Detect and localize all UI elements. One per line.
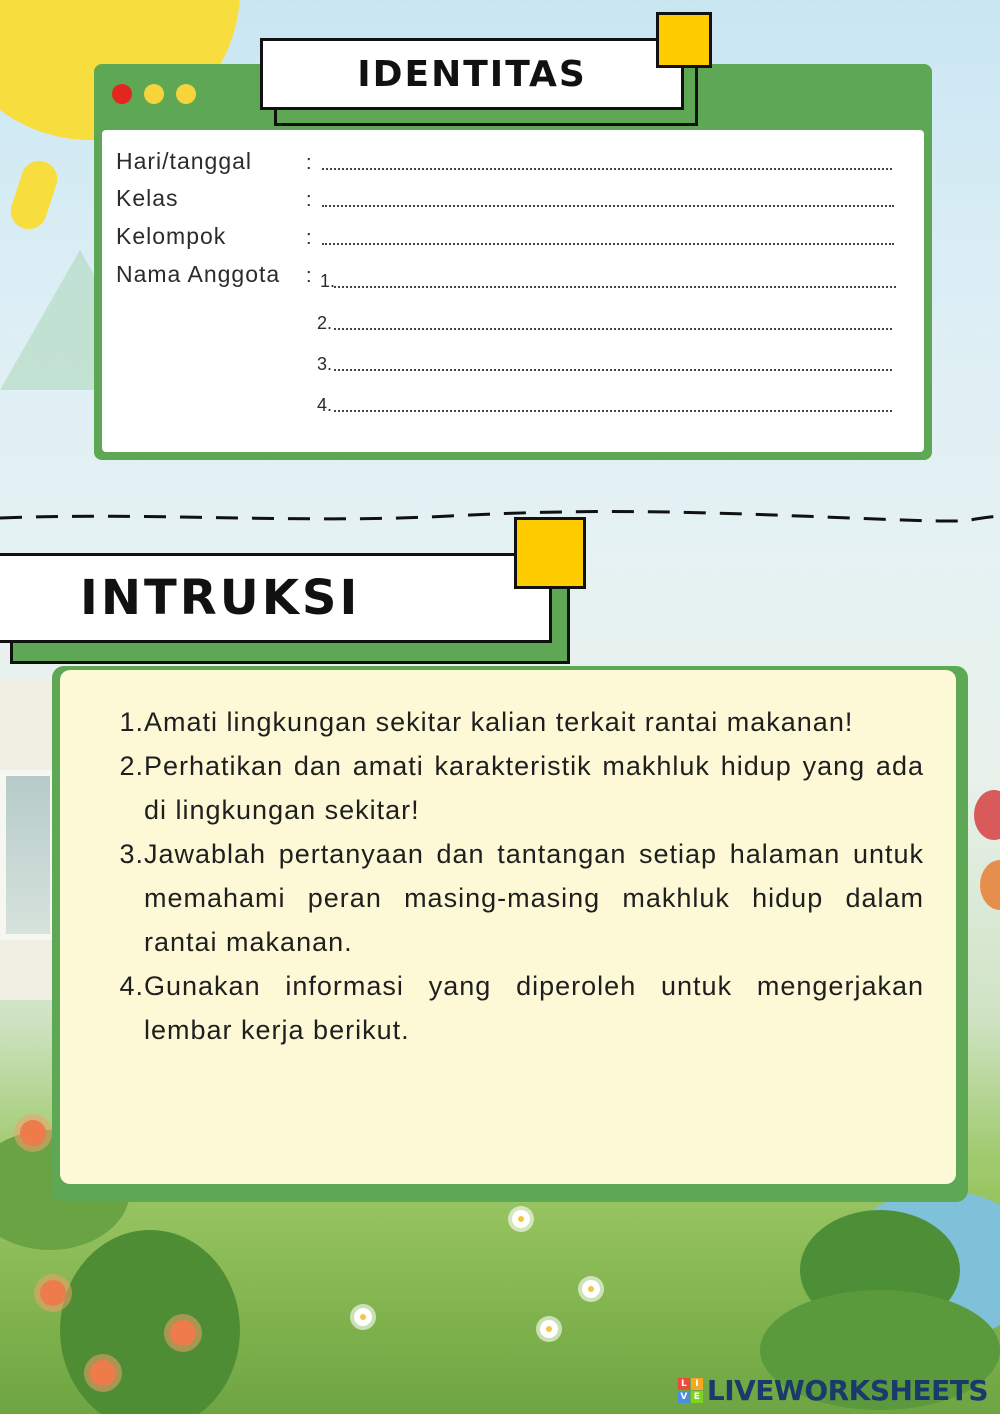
window-dot-yellow xyxy=(176,84,196,104)
instruction-number: 3. xyxy=(119,839,144,869)
flower-decoration xyxy=(90,1360,116,1386)
instruction-item xyxy=(116,964,924,1052)
balloon-decoration xyxy=(980,860,1000,910)
identitas-accent-square xyxy=(656,12,712,68)
field-label-hari-tanggal: Hari/tanggal xyxy=(116,148,253,174)
instruction-text: Jawablah pertanyaan dan tantangan setiap halaman untuk memahami peran masing-masing makhluk hidup dalam rantai makanan. xyxy=(144,839,924,957)
instruction-text: Perhatikan dan amati karakteristik makhluk hidup yang ada di lingkungan sekitar! xyxy=(144,751,924,825)
window-dot-red xyxy=(112,84,132,104)
window-decoration xyxy=(0,770,56,940)
instruction-number: 2. xyxy=(119,751,144,781)
instruction-item xyxy=(116,744,924,832)
hari-tanggal-blank[interactable] xyxy=(322,168,892,170)
mark-letter: I xyxy=(691,1378,703,1390)
dashed-separator xyxy=(0,508,1000,528)
daisy-decoration xyxy=(354,1308,372,1326)
mark-letter: E xyxy=(691,1391,703,1403)
member-2-blank[interactable] xyxy=(334,328,892,330)
identitas-panel xyxy=(102,130,924,452)
member-3-blank[interactable] xyxy=(334,369,892,371)
instruction-item xyxy=(116,832,924,964)
field-label-kelas: Kelas xyxy=(116,185,179,211)
intruksi-title: INTRUKSI xyxy=(80,570,361,626)
field-label-kelompok: Kelompok xyxy=(116,223,227,249)
member-1-blank[interactable] xyxy=(334,286,896,288)
balloon-decoration xyxy=(974,790,1000,840)
member-4-blank[interactable] xyxy=(334,410,892,412)
kelompok-blank[interactable] xyxy=(322,243,894,245)
instruction-list xyxy=(116,700,924,1052)
instruction-item xyxy=(116,700,924,744)
field-separator: : xyxy=(306,265,312,287)
daisy-decoration xyxy=(512,1210,530,1228)
flower-decoration xyxy=(40,1280,66,1306)
liveworksheets-logo[interactable] xyxy=(678,1374,988,1407)
sun-ray-decoration xyxy=(6,156,62,234)
liveworksheets-wordmark: LIVEWORKSHEETS xyxy=(706,1374,988,1407)
liveworksheets-mark-icon xyxy=(678,1378,703,1403)
instruction-text: Amati lingkungan sekitar kalian terkait rantai makanan! xyxy=(144,707,854,737)
member-number: 2. xyxy=(317,313,333,333)
mark-letter: L xyxy=(678,1378,690,1390)
instruction-number: 4. xyxy=(119,971,144,1001)
identitas-title: IDENTITAS xyxy=(357,53,587,95)
identitas-tab xyxy=(260,38,684,110)
field-separator: : xyxy=(306,227,312,249)
kelas-blank[interactable] xyxy=(322,205,894,207)
instruction-text: Gunakan informasi yang diperoleh untuk mengerjakan lembar kerja berikut. xyxy=(144,971,924,1045)
window-dot-yellow xyxy=(144,84,164,104)
mark-letter: V xyxy=(678,1391,690,1403)
intruksi-accent-square xyxy=(514,517,586,589)
field-label-nama-anggota: Nama Anggota xyxy=(116,261,281,287)
member-number: 1. xyxy=(320,271,336,291)
member-number: 3. xyxy=(317,354,333,374)
field-separator: : xyxy=(306,189,312,211)
bush-decoration xyxy=(60,1230,240,1414)
daisy-decoration xyxy=(540,1320,558,1338)
instruction-number: 1. xyxy=(119,707,144,737)
field-separator: : xyxy=(306,152,312,174)
daisy-decoration xyxy=(582,1280,600,1298)
flower-decoration xyxy=(20,1120,46,1146)
member-number: 4. xyxy=(317,395,333,415)
flower-decoration xyxy=(170,1320,196,1346)
